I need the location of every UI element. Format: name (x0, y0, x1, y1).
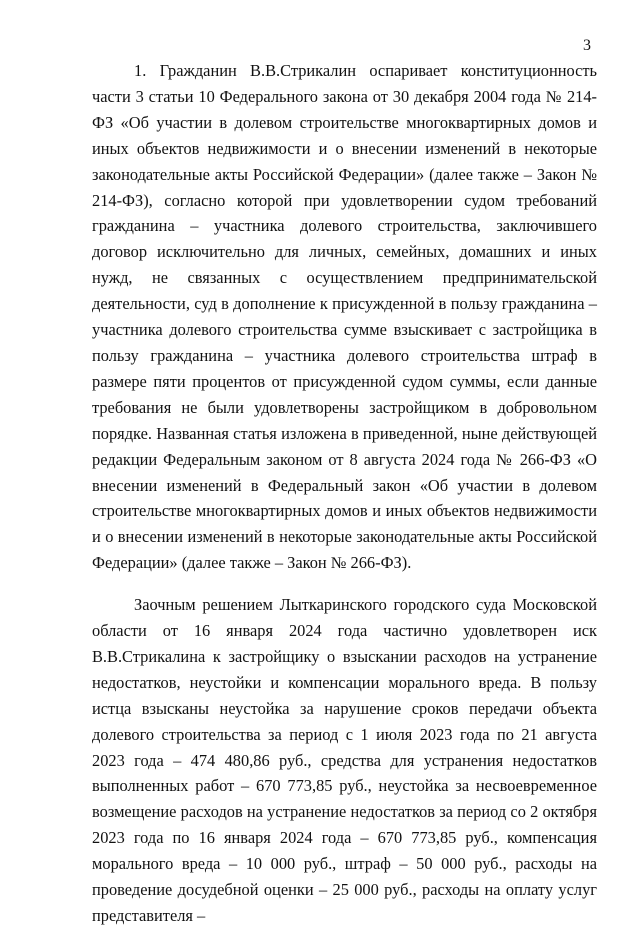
page-number: 3 (583, 37, 591, 54)
paragraph-2: Заочным решением Лыткаринского городского суда Московской области от 16 января 2024 года частично удовлетворен иск В.В.Стрикалина к застройщику о взыскании расходов на устранение недостатков, неустойки и компенсации морального вреда. В пользу истца взысканы неустойка за нарушение сроков передачи объекта долевого строительства за период с 1 июля 2023 года по 21 августа 2023 года – 474 480,86 руб., средства для устранения недостатков выполненных работ – 670 773,85 руб., неустойка за несвоевременное возмещение расходов на устранение недостатков за период со 2 октября 2023 года по 16 января 2024 года – 670 773,85 руб., компенсация морального вреда – 10 000 руб., штраф – 50 000 руб., расходы на проведение досудебной оценки – 25 000 руб., расходы на оплату услуг представителя – (92, 595, 597, 925)
document-body (92, 58, 597, 929)
paragraph-1: 1. Гражданин В.В.Стрикалин оспаривает конституционность части 3 статьи 10 Федерального закона от 30 декабря 2004 года № 214-ФЗ «Об участии в долевом строительстве многоквартирных домов и иных объектов недвижимости и о внесении изменений в некоторые законодательные акты Российской Федерации» (далее также – Закон № 214-ФЗ), согласно которой при удовлетворении судом требований гражданина – участника долевого строительства, заключившего договор исключительно для личных, семейных, домашних и иных нужд, не связанных с осуществлением предпринимательской деятельности, суд в дополнение к присужденной в пользу гражданина – участника долевого строительства сумме взыскивает с застройщика в пользу гражданина – участника долевого строительства штраф в размере пяти процентов от присужденной судом суммы, если данные требования не были удовлетворены застройщиком в добровольном порядке. Названная статья изложена в приведенной, ныне действующей редакции Федеральным законом от 8 августа 2024 года № 266-ФЗ «О внесении изменений в Федеральный закон «Об участии в долевом строительстве многоквартирных домов и иных объектов недвижимости и о внесении изменений в некоторые законодательные акты Российской Федерации» (далее также – Закон № 266-ФЗ). (92, 61, 597, 573)
